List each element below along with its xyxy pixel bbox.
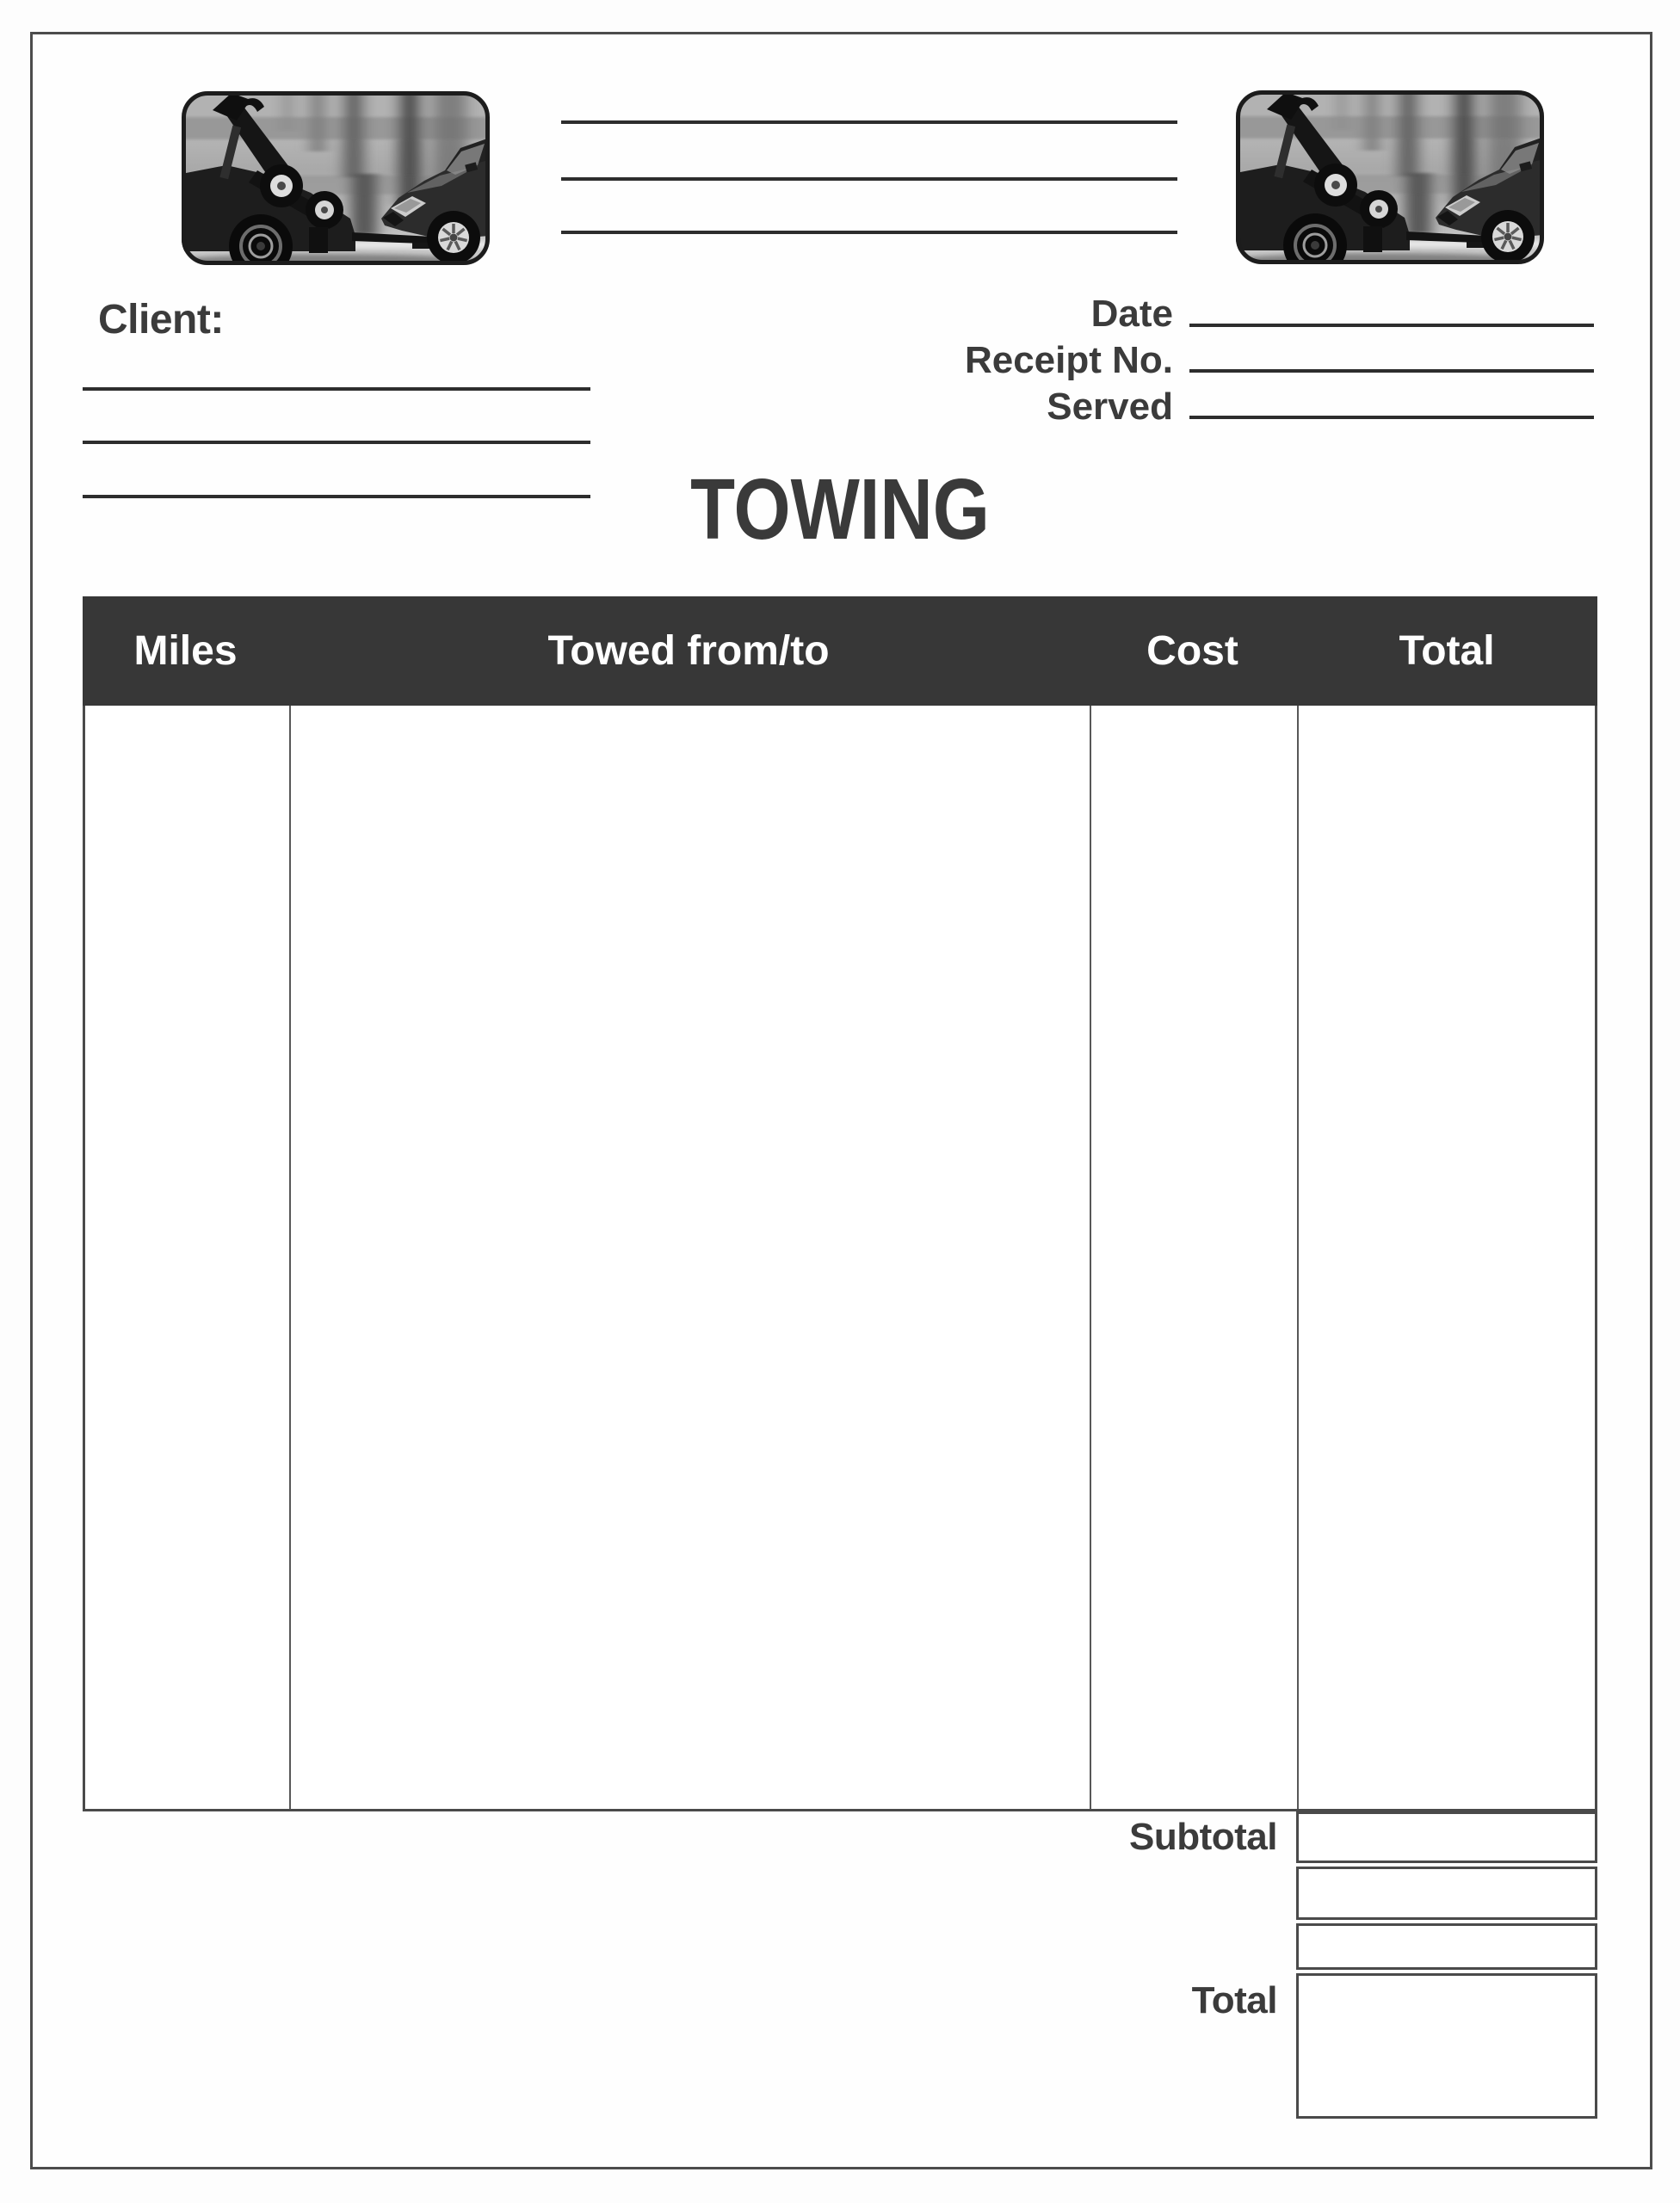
extra-charge-box-1[interactable] [1296, 1867, 1597, 1920]
towed-from-to-column-cell[interactable] [291, 706, 1091, 1809]
company-info-line-3[interactable] [561, 231, 1177, 234]
tow-truck-photo-left [182, 91, 490, 265]
served-input-line[interactable] [1189, 416, 1594, 419]
table-body [83, 706, 1597, 1811]
subtotal-label: Subtotal [1129, 1816, 1277, 1858]
date-input-line[interactable] [1189, 324, 1594, 327]
client-line-2[interactable] [83, 441, 590, 444]
date-label: Date [1090, 293, 1173, 335]
page-title: TOWING [690, 461, 990, 558]
company-info-line-1[interactable] [561, 120, 1177, 124]
tow-truck-photo-right [1236, 90, 1544, 264]
column-header-cost: Cost [1146, 628, 1238, 674]
total-value-box[interactable] [1296, 1973, 1597, 2119]
receipt-no-label: Receipt No. [964, 339, 1173, 381]
client-label: Client: [98, 297, 224, 342]
cost-column-cell[interactable] [1091, 706, 1299, 1809]
column-header-miles: Miles [133, 628, 238, 674]
subtotal-value-box[interactable] [1296, 1811, 1597, 1863]
served-label: Served [1047, 386, 1173, 428]
miles-column-cell[interactable] [85, 706, 291, 1809]
company-info-line-2[interactable] [561, 177, 1177, 181]
column-header-towed-from-to: Towed from/to [547, 628, 830, 674]
receipt-no-input-line[interactable] [1189, 369, 1594, 373]
total-label: Total [1191, 1979, 1277, 2021]
extra-charge-box-2[interactable] [1296, 1923, 1597, 1970]
table-header-row [83, 596, 1597, 706]
total-column-cell[interactable] [1299, 706, 1595, 1809]
column-header-total: Total [1399, 628, 1495, 674]
client-line-1[interactable] [83, 387, 590, 391]
